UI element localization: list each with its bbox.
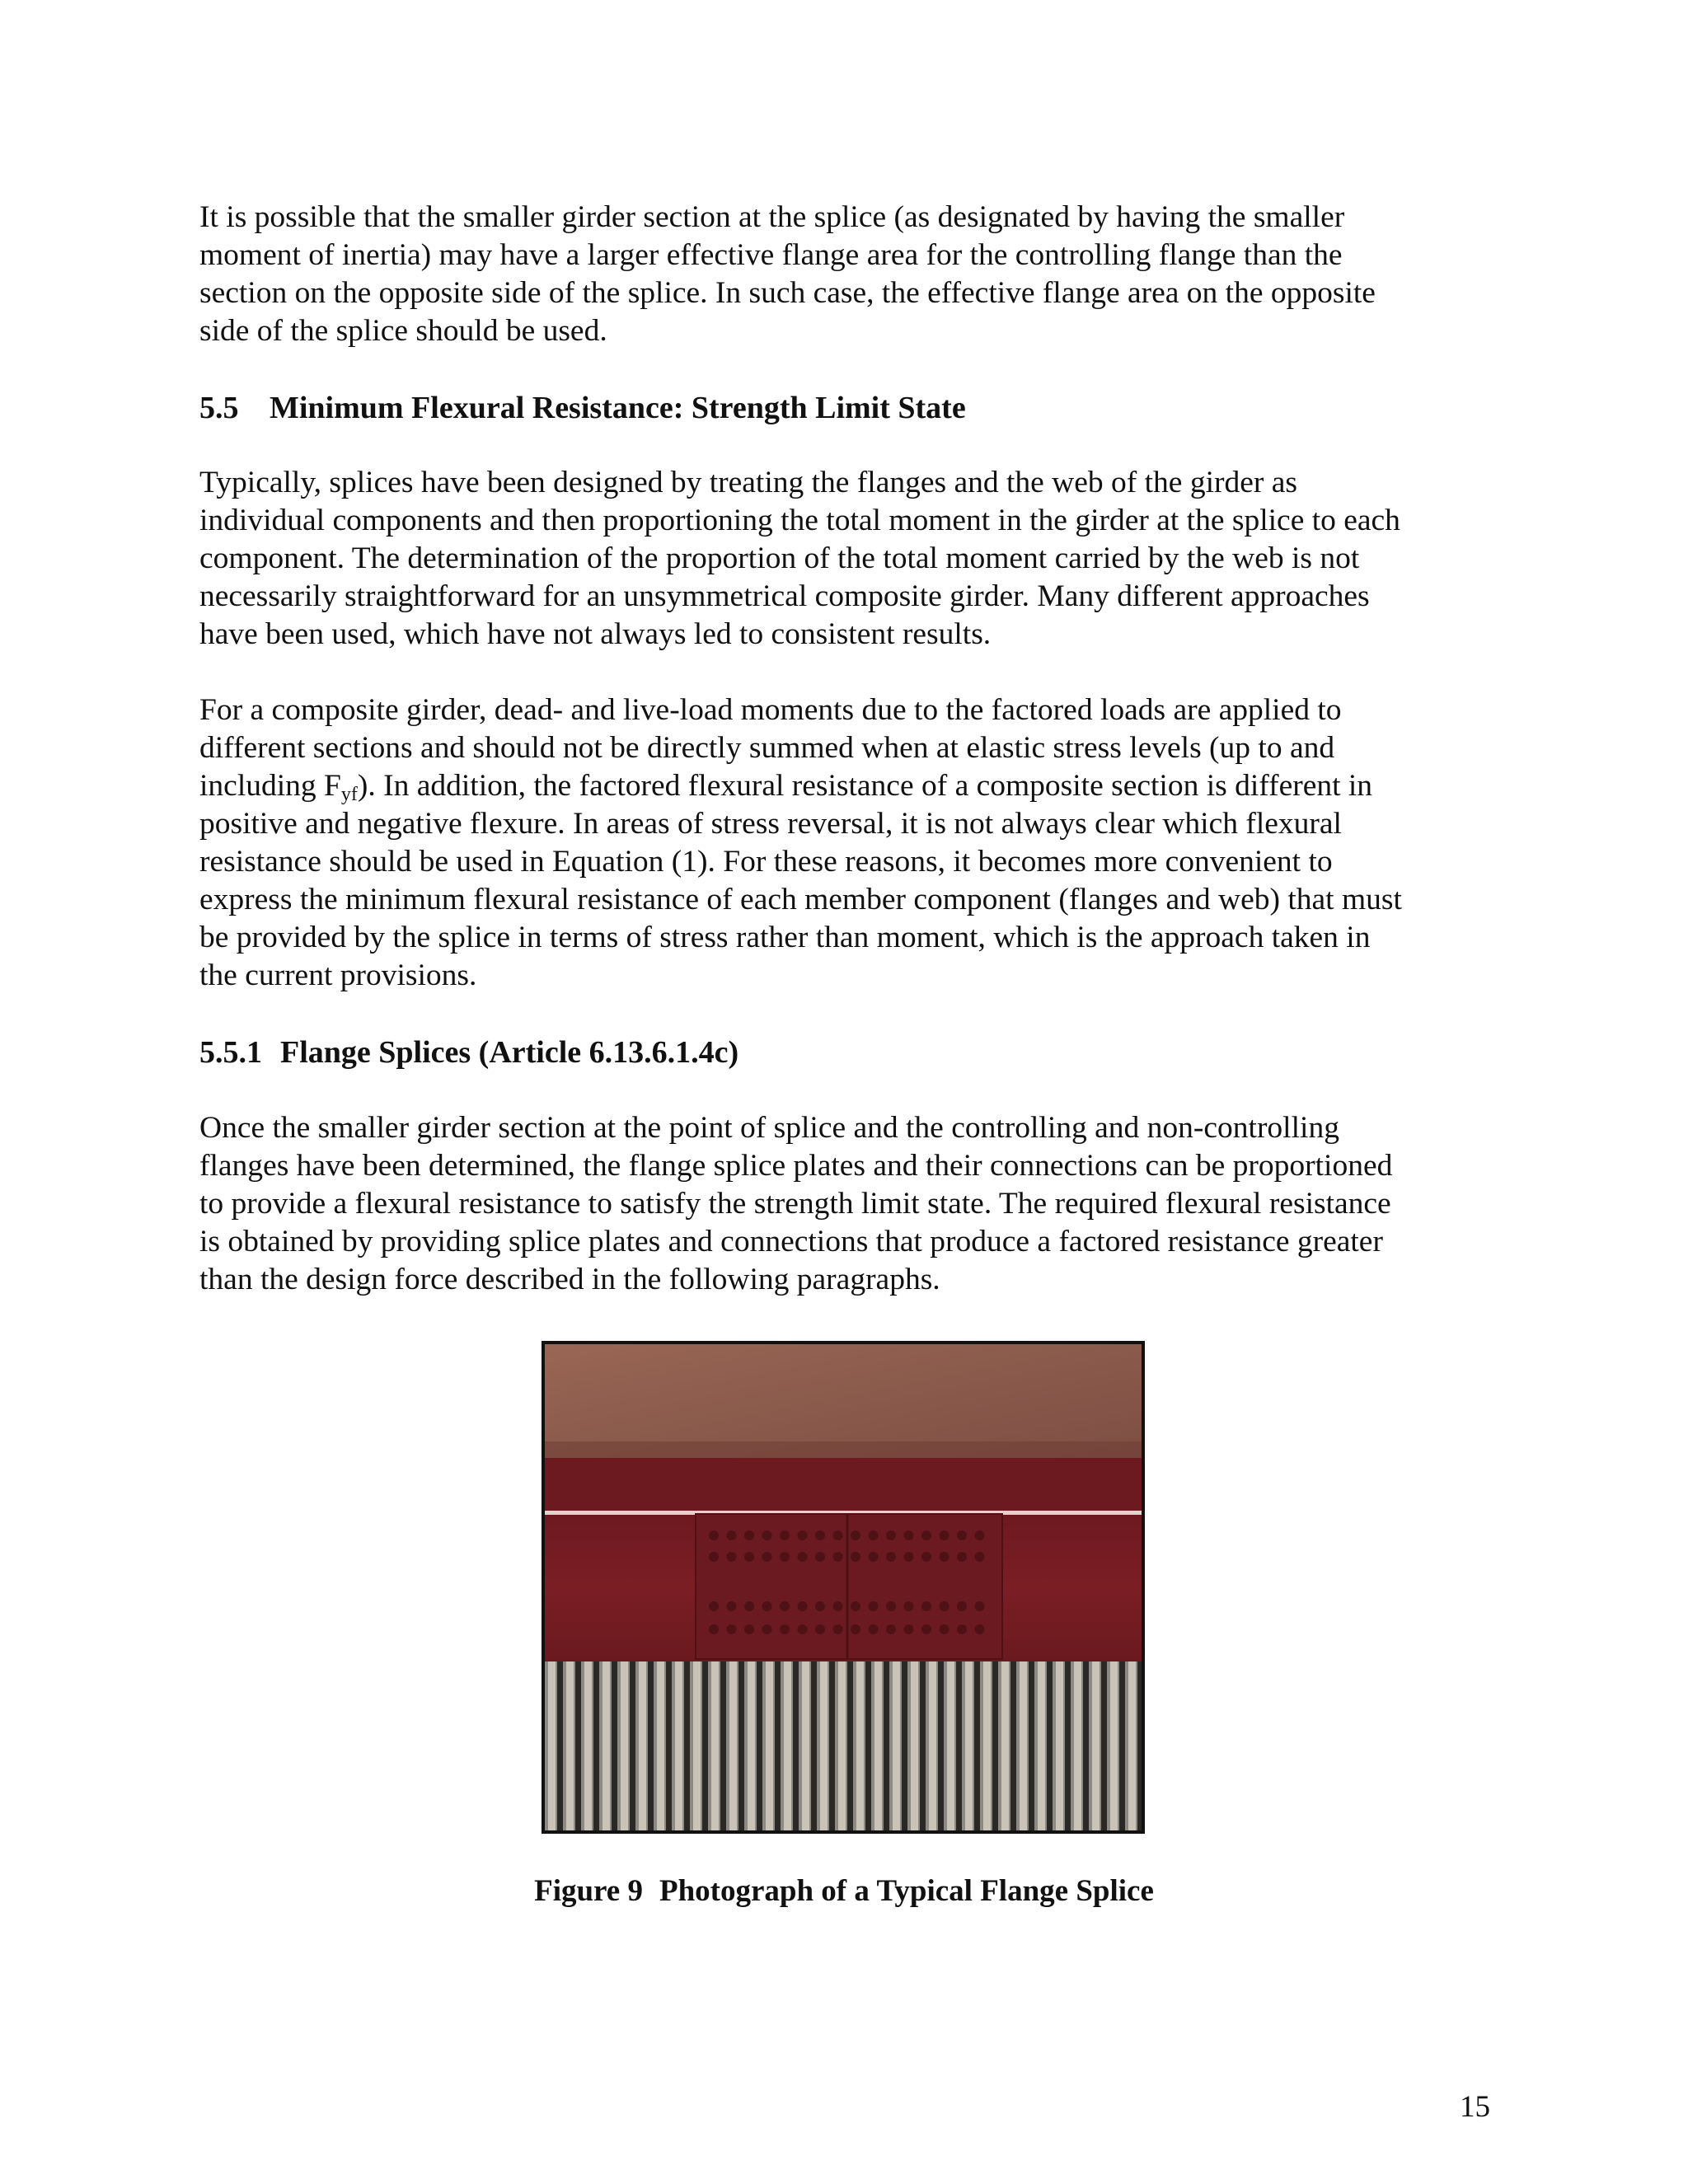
formwork-rib-dark	[702, 1661, 708, 1830]
bolt-head	[957, 1601, 967, 1611]
formwork-rib-dark	[684, 1661, 690, 1830]
bolt-head	[886, 1552, 896, 1562]
bolt-head	[727, 1530, 737, 1540]
bolt-head	[975, 1530, 985, 1540]
bolt-head	[780, 1624, 790, 1634]
bolt-head	[780, 1530, 790, 1540]
formwork-rib-dark	[1137, 1661, 1142, 1830]
section-title: Minimum Flexural Resistance: Strength Limit State	[270, 391, 966, 425]
formwork-rib-light	[802, 1661, 809, 1830]
paragraph-flange-splice-plates	[199, 1109, 1493, 1299]
text-line: is obtained by providing splice plates and connections that produce a factored resistance greater	[199, 1225, 1383, 1258]
bolt-head	[957, 1552, 967, 1562]
formwork-rib-light	[820, 1661, 828, 1830]
formwork-rib-light	[893, 1661, 900, 1830]
bolt-head	[709, 1530, 719, 1540]
bolt-head	[904, 1530, 914, 1540]
text-line: For a composite girder, dead- and live-load moments due to the factored loads are applied to	[199, 693, 1342, 727]
bolt-head	[815, 1601, 825, 1611]
formwork-rib-dark	[1101, 1661, 1107, 1830]
bolt-head	[798, 1530, 808, 1540]
formwork-rib-light	[603, 1661, 610, 1830]
bolt-head	[957, 1530, 967, 1540]
formwork-rib-dark	[1047, 1661, 1053, 1830]
formwork-rib-dark	[974, 1661, 980, 1830]
formwork-rib-dark	[738, 1661, 744, 1830]
bolt-head	[780, 1552, 790, 1562]
bolt-head	[921, 1530, 931, 1540]
formwork-rib-dark	[1010, 1661, 1016, 1830]
formwork-rib-light	[1092, 1661, 1100, 1830]
formwork-rib-dark	[902, 1661, 907, 1830]
bolt-head	[851, 1601, 860, 1611]
text-line: than the design force described in the following paragraphs.	[199, 1263, 940, 1296]
formwork-rib-light	[929, 1661, 936, 1830]
text-line: different sections and should not be directly summed when at elastic stress levels (up to and	[199, 731, 1335, 765]
paragraph-composite-girder	[199, 691, 1493, 995]
text-line: Once the smaller girder section at the point of splice and the controlling and non-controlling	[199, 1111, 1339, 1145]
formwork-rib-light	[1038, 1661, 1045, 1830]
formwork-rib-light	[1020, 1661, 1027, 1830]
bolt-head	[975, 1624, 985, 1634]
formwork-rib-dark	[557, 1661, 563, 1830]
page-number: 15	[1460, 2090, 1490, 2124]
text-line: express the minimum flexural resistance of each member component (flanges and web) that must	[199, 883, 1402, 916]
formwork-rib-light	[711, 1661, 719, 1830]
bolt-head	[762, 1601, 772, 1611]
text-line: moment of inertia) may have a larger effective flange area for the controlling flange than the	[199, 238, 1343, 272]
bolt-head	[709, 1552, 719, 1562]
bolt-head	[940, 1552, 950, 1562]
formwork-rib-light	[1074, 1661, 1081, 1830]
bolt-head	[762, 1624, 772, 1634]
formwork-rib-dark	[811, 1661, 817, 1830]
formwork-rib-light	[748, 1661, 755, 1830]
bolt-head	[833, 1624, 843, 1634]
bolt-head	[851, 1624, 860, 1634]
text-line: flanges have been determined, the flange splice plates and their connections can be proportioned	[199, 1149, 1393, 1183]
formwork-rib-dark	[847, 1661, 853, 1830]
bolt-head	[904, 1601, 914, 1611]
formwork-rib-light	[983, 1661, 991, 1830]
bolt-head	[833, 1552, 843, 1562]
bolt-head	[869, 1530, 879, 1540]
text-line: the current provisions.	[199, 958, 477, 992]
formwork-rib-light	[675, 1661, 682, 1830]
formwork-rib-dark	[1029, 1661, 1034, 1830]
bolt-head	[744, 1552, 754, 1562]
formwork-rib-light	[784, 1661, 791, 1830]
bolt-head	[798, 1601, 808, 1611]
text-line: component. The determination of the proportion of the total moment carried by the web is not	[199, 541, 1360, 575]
text-line: be provided by the splice in terms of stress rather than moment, which is the approach taken in	[199, 921, 1371, 954]
figure-label: Figure 9	[534, 1874, 643, 1908]
bolt-head	[869, 1624, 879, 1634]
bolt-head	[886, 1530, 896, 1540]
formwork-rib-dark	[1065, 1661, 1071, 1830]
formwork-rib-light	[639, 1661, 646, 1830]
bolt-head	[851, 1552, 860, 1562]
bolt-head	[727, 1601, 737, 1611]
text-line: side of the splice should be used.	[199, 314, 607, 348]
bolt-head	[904, 1624, 914, 1634]
text-segment: ). In addition, the factored flexural resistance of a composite section is different in	[357, 769, 1373, 803]
text-line: Typically, splices have been designed by treating the flanges and the web of the girder as	[199, 466, 1297, 499]
bolt-head	[709, 1624, 719, 1634]
formwork-rib-dark	[612, 1661, 617, 1830]
bolt-head	[904, 1552, 914, 1562]
text-line: It is possible that the smaller girder section at the splice (as designated by having the smaller	[199, 200, 1345, 234]
section-number: 5.5	[199, 391, 239, 425]
formwork-rib-dark	[666, 1661, 672, 1830]
girder-top-flange	[545, 1458, 1142, 1514]
bolt-head	[815, 1552, 825, 1562]
bolt-head	[921, 1552, 931, 1562]
text-line: resistance should be used in Equation (1). For these reasons, it becomes more convenient to	[199, 845, 1333, 879]
bolt-head	[798, 1552, 808, 1562]
formwork-rib-light	[729, 1661, 737, 1830]
formwork-rib-light	[856, 1661, 864, 1830]
subscript-yf: yf	[340, 784, 358, 805]
text-line-with-subscript	[199, 767, 1493, 805]
bolt-head	[886, 1601, 896, 1611]
formwork-rib-light	[1056, 1661, 1063, 1830]
formwork-rib-light	[621, 1661, 628, 1830]
text-line: have been used, which have not always led to consistent results.	[199, 617, 992, 651]
formwork-rib-light	[1128, 1661, 1136, 1830]
bolt-head	[744, 1601, 754, 1611]
bolt-head	[940, 1530, 950, 1540]
formwork-rib-dark	[775, 1661, 781, 1830]
formwork-rib-dark	[956, 1661, 962, 1830]
bolt-head	[815, 1624, 825, 1634]
bolt-head	[975, 1601, 985, 1611]
bolt-head	[833, 1601, 843, 1611]
bolt-head	[940, 1601, 950, 1611]
section-heading-5-5	[199, 389, 1493, 427]
section-title: Flange Splices (Article 6.13.6.1.4c)	[280, 1035, 739, 1070]
bolt-head	[744, 1530, 754, 1540]
formwork-rib-light	[1110, 1661, 1118, 1830]
bolt-head	[886, 1624, 896, 1634]
bolt-head	[780, 1601, 790, 1611]
flange-splice-illustration	[545, 1344, 1142, 1830]
formwork-rib-dark	[938, 1661, 944, 1830]
formwork-rib-dark	[630, 1661, 635, 1830]
formwork-rib-light	[693, 1661, 701, 1830]
bolt-head	[744, 1624, 754, 1634]
formwork-rib-dark	[884, 1661, 889, 1830]
bolt-head	[975, 1552, 985, 1562]
formwork-rib-light	[584, 1661, 592, 1830]
text-line: section on the opposite side of the splice. In such case, the effective flange area on the opposite	[199, 276, 1376, 310]
formwork-rib-dark	[648, 1661, 654, 1830]
text-segment: including F	[199, 769, 341, 803]
formwork-rib-dark	[865, 1661, 871, 1830]
figure-caption-text: Photograph of a Typical Flange Splice	[659, 1874, 1154, 1908]
text-line: positive and negative flexure. In areas of stress reversal, it is not always clear which flexural	[199, 807, 1342, 841]
section-number: 5.5.1	[199, 1035, 262, 1070]
bolt-head	[957, 1624, 967, 1634]
paragraph-effective-flange-area	[199, 199, 1493, 350]
formwork-rib-dark	[920, 1661, 926, 1830]
formwork-rib-light	[657, 1661, 664, 1830]
bolt-head	[869, 1601, 879, 1611]
text-line: individual components and then proportioning the total moment in the girder at the splice to each	[199, 504, 1400, 537]
formwork-rib-dark	[1083, 1661, 1089, 1830]
formwork-rib-light	[947, 1661, 954, 1830]
text-line: necessarily straightforward for an unsymmetrical composite girder. Many different approaches	[199, 579, 1370, 613]
bolt-head	[940, 1624, 950, 1634]
formwork-rib-light	[1001, 1661, 1009, 1830]
formwork-rib-dark	[1119, 1661, 1125, 1830]
flange-splice-photograph	[542, 1341, 1145, 1834]
bolt-head	[762, 1530, 772, 1540]
bolt-head	[815, 1530, 825, 1540]
paragraph-splice-design-approach	[199, 464, 1493, 654]
figure-caption	[0, 1872, 1688, 1910]
formwork-rib-dark	[720, 1661, 726, 1830]
formwork-rib-light	[874, 1661, 882, 1830]
formwork-rib-light	[965, 1661, 973, 1830]
formwork-rib-dark	[829, 1661, 835, 1830]
text-line: to provide a flexural resistance to satisfy the strength limit state. The required flexural resistance	[199, 1187, 1391, 1221]
formwork-rib-dark	[992, 1661, 998, 1830]
formwork-rib-dark	[575, 1661, 581, 1830]
formwork-rib-light	[548, 1661, 556, 1830]
bolt-head	[727, 1624, 737, 1634]
formwork-rib-light	[566, 1661, 574, 1830]
bolt-head	[709, 1601, 719, 1611]
formwork-rib-light	[911, 1661, 918, 1830]
bolt-head	[798, 1624, 808, 1634]
bolt-head	[762, 1552, 772, 1562]
section-heading-5-5-1	[199, 1033, 1493, 1071]
formwork-rib-dark	[757, 1661, 762, 1830]
bolt-head	[727, 1552, 737, 1562]
bolt-head	[921, 1601, 931, 1611]
formwork-rib-dark	[593, 1661, 599, 1830]
formwork-rib-light	[766, 1661, 773, 1830]
formwork-rib-dark	[793, 1661, 799, 1830]
splice-plate	[696, 1514, 1002, 1659]
formwork-rib-light	[838, 1661, 846, 1830]
bolt-head	[921, 1624, 931, 1634]
bolt-head	[851, 1530, 860, 1540]
bolt-head	[833, 1530, 843, 1540]
bolt-head	[869, 1552, 879, 1562]
